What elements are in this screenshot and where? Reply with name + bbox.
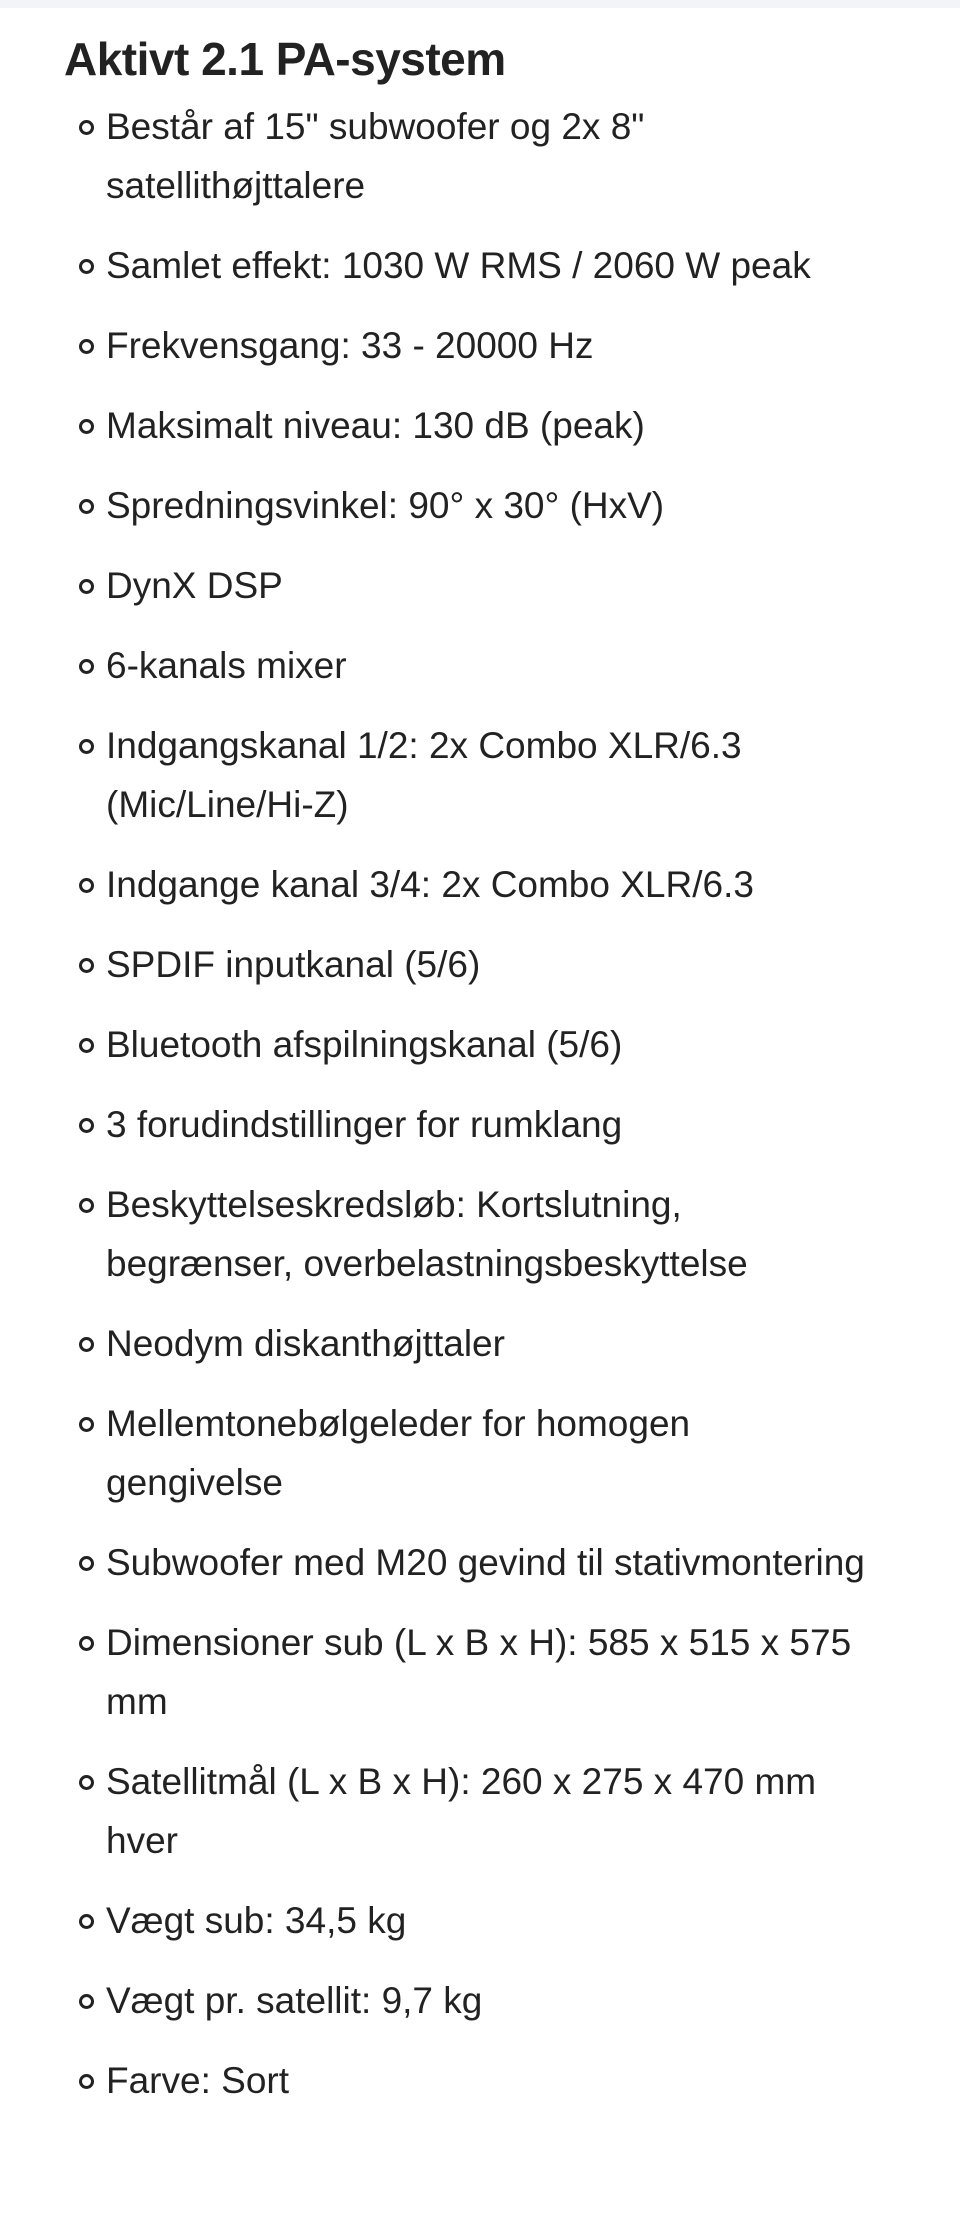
bullet-icon [79, 419, 94, 434]
spec-text: Vægt sub: 34,5 kg [106, 1900, 407, 1942]
spec-text: 6-kanals mixer [106, 645, 347, 687]
bullet-icon [79, 878, 94, 893]
section-title: Aktivt 2.1 PA-system [64, 33, 506, 85]
spec-text: Består af 15" subwoofer og 2x 8" satellithøjttalere [106, 106, 645, 207]
spec-list [0, 97, 960, 2110]
spec-item [106, 716, 876, 834]
bullet-icon [79, 1636, 94, 1651]
spec-text: Bluetooth afspilningskanal (5/6) [106, 1024, 623, 1066]
bullet-icon [79, 1118, 94, 1133]
bullet-icon [79, 1337, 94, 1352]
spec-text: DynX DSP [106, 565, 283, 607]
spec-item [106, 97, 876, 215]
spec-text: SPDIF inputkanal (5/6) [106, 944, 481, 986]
spec-item [106, 1533, 876, 1592]
top-strip [0, 0, 960, 8]
spec-item [106, 396, 876, 455]
spec-text: Maksimalt niveau: 130 dB (peak) [106, 405, 645, 447]
spec-item [106, 1015, 876, 1074]
spec-text: Subwoofer med M20 gevind til stativmontering [106, 1542, 865, 1584]
bullet-icon [79, 1198, 94, 1213]
bullet-icon [79, 739, 94, 754]
spec-text: Mellemtonebølgeleder for homogen gengivelse [106, 1403, 691, 1504]
spec-item [106, 855, 876, 914]
bullet-icon [79, 339, 94, 354]
bullet-icon [79, 1038, 94, 1053]
bullet-icon [79, 1417, 94, 1432]
spec-text: Indgange kanal 3/4: 2x Combo XLR/6.3 [106, 864, 754, 906]
spec-text: Farve: Sort [106, 2060, 289, 2102]
bullet-icon [79, 120, 94, 135]
bullet-icon [79, 1556, 94, 1571]
spec-item [106, 1971, 876, 2030]
spec-text: Beskyttelseskredsløb: Kortslutning, begrænser, overbelastningsbeskyttelse [106, 1184, 748, 1285]
bullet-icon [79, 579, 94, 594]
spec-item [106, 1314, 876, 1373]
spec-text: Dimensioner sub (L x B x H): 585 x 515 x 575 mm [106, 1622, 852, 1723]
spec-text: Indgangskanal 1/2: 2x Combo XLR/6.3 (Mic/Line/Hi-Z) [106, 725, 742, 826]
spec-text: Spredningsvinkel: 90° x 30° (HxV) [106, 485, 665, 527]
spec-item [106, 1095, 876, 1154]
bullet-icon [79, 2074, 94, 2089]
spec-text: Samlet effekt: 1030 W RMS / 2060 W peak [106, 245, 811, 287]
bullet-icon [79, 1994, 94, 2009]
spec-section [0, 8, 960, 2131]
bullet-icon [79, 1775, 94, 1790]
bullet-icon [79, 259, 94, 274]
spec-item [106, 1613, 876, 1731]
spec-item [106, 2051, 876, 2110]
spec-item [106, 1394, 876, 1512]
spec-text: Vægt pr. satellit: 9,7 kg [106, 1980, 483, 2022]
bullet-icon [79, 1914, 94, 1929]
spec-item [106, 1891, 876, 1950]
spec-text: Satellitmål (L x B x H): 260 x 275 x 470 mm hver [106, 1761, 817, 1862]
spec-item [106, 556, 876, 615]
bullet-icon [79, 958, 94, 973]
spec-item [106, 935, 876, 994]
spec-item [106, 236, 876, 295]
spec-item [106, 636, 876, 695]
spec-item [106, 316, 876, 375]
spec-item [106, 1175, 876, 1293]
spec-item [106, 476, 876, 535]
spec-text: Frekvensgang: 33 - 20000 Hz [106, 325, 594, 367]
spec-text: Neodym diskanthøjttaler [106, 1323, 505, 1365]
bullet-icon [79, 499, 94, 514]
spec-item [106, 1752, 876, 1870]
bullet-icon [79, 659, 94, 674]
spec-text: 3 forudindstillinger for rumklang [106, 1104, 623, 1146]
